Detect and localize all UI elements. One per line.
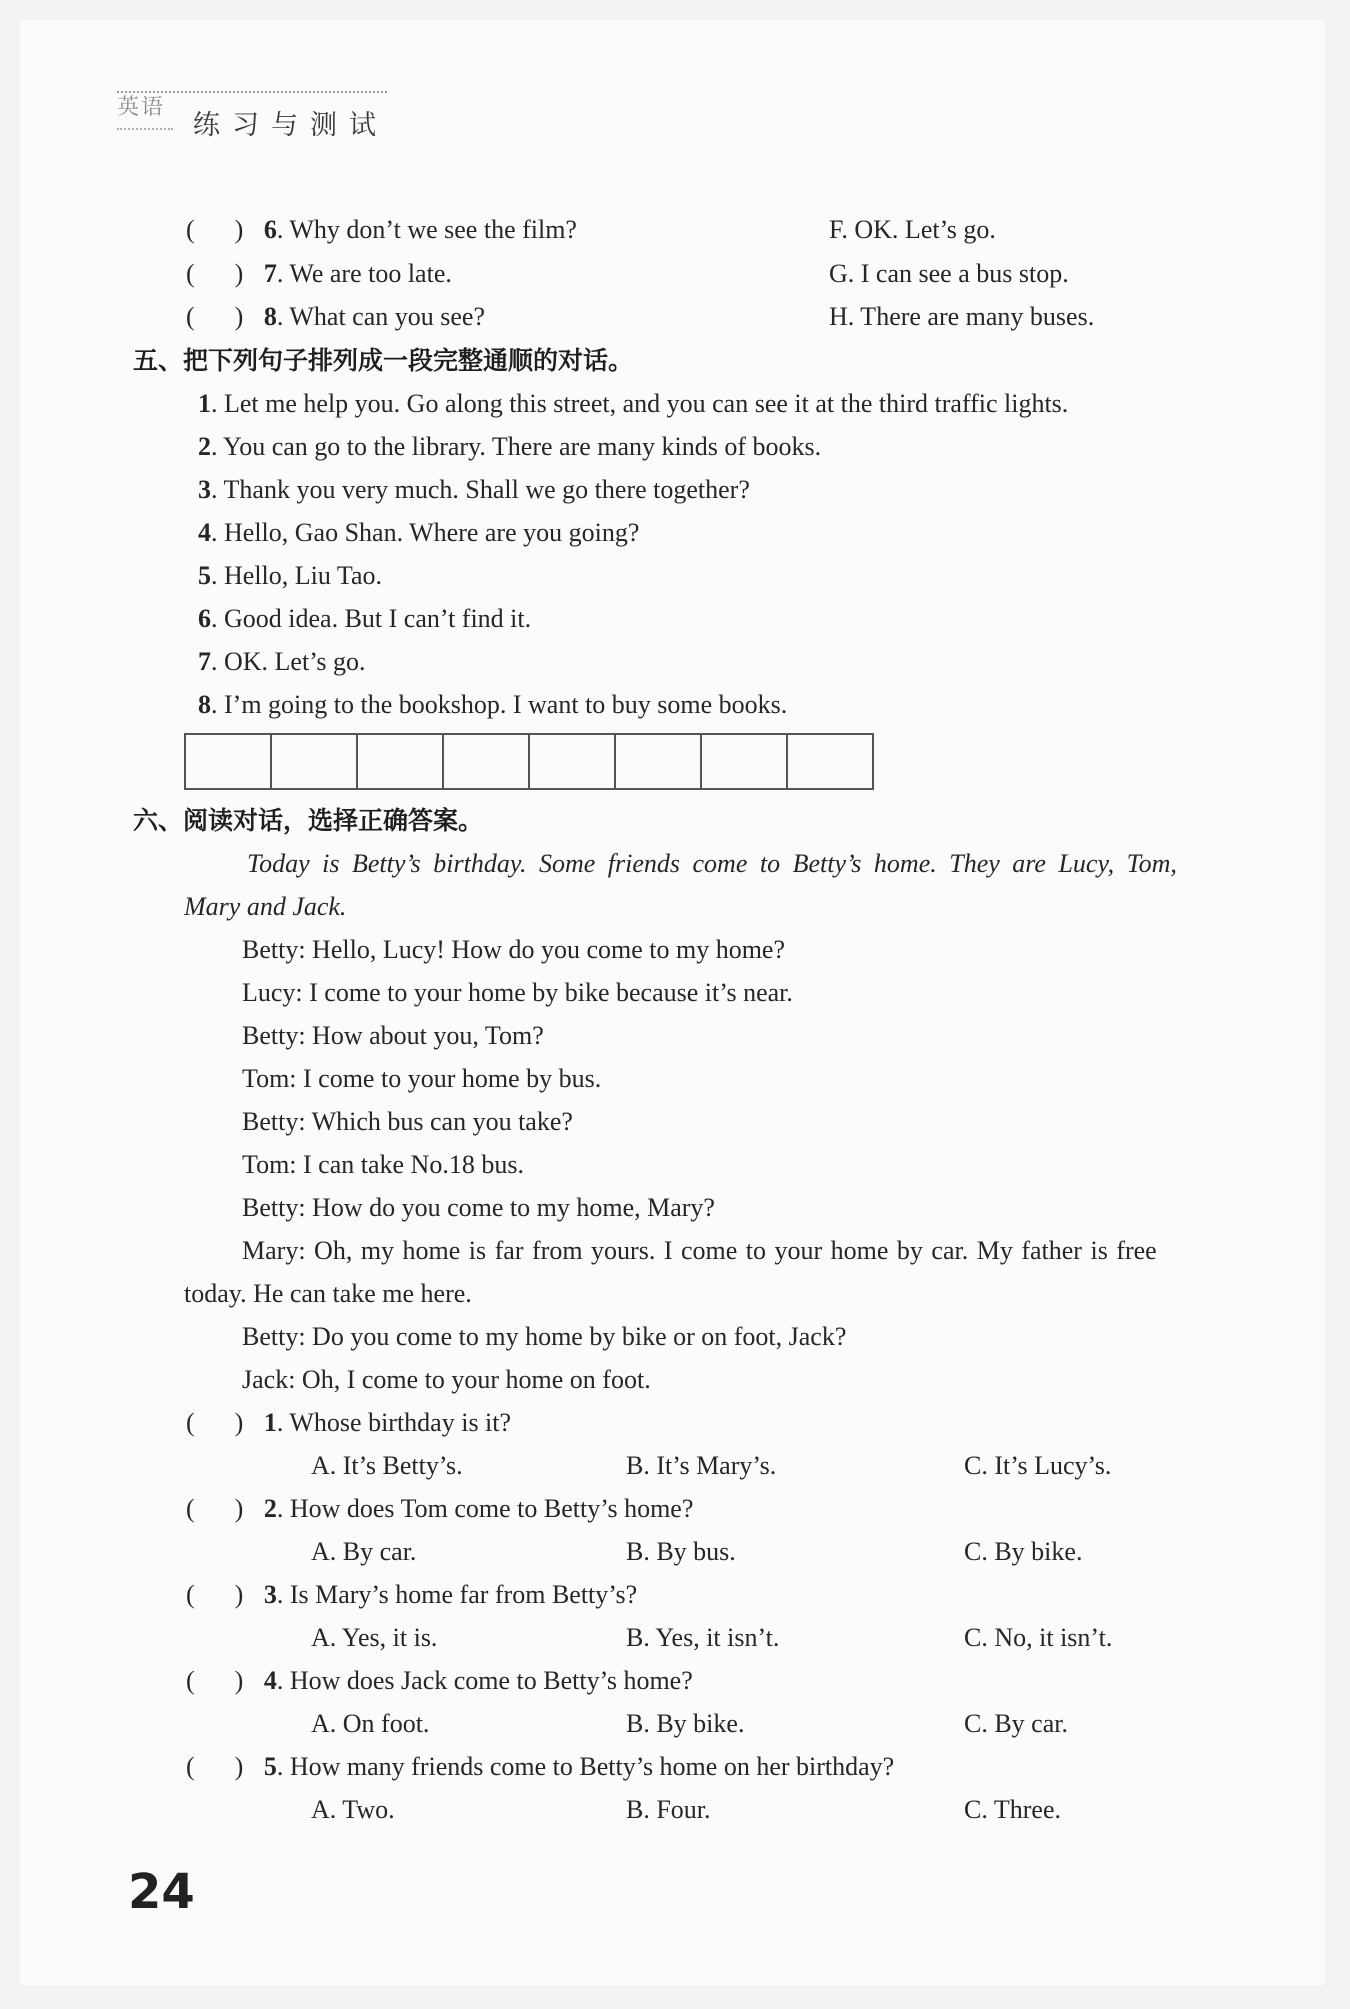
answer-bracket-open[interactable]: ( <box>186 215 195 244</box>
option-a[interactable]: A. Two. <box>311 1795 395 1824</box>
match-question: . Why don’t we see the film? <box>276 215 577 244</box>
answer-order-grid <box>184 733 874 790</box>
dialogue-line: Betty: Do you come to my home by bike or on foot, Jack? <box>242 1322 847 1351</box>
option-c[interactable]: C. By car. <box>964 1709 1068 1738</box>
option-b[interactable]: B. By bus. <box>626 1537 736 1566</box>
answer-box[interactable] <box>272 735 358 788</box>
sentence-6: 6. Good idea. But I can’t find it. <box>198 604 532 633</box>
dialogue-line: Mary: Oh, my home is far from yours. I come to your home by car. My father is free <box>242 1236 1157 1265</box>
item-number: 6 <box>263 215 277 244</box>
item-number: 7 <box>263 259 277 288</box>
answer-box[interactable] <box>186 735 272 788</box>
option-b[interactable]: B. It’s Mary’s. <box>626 1451 777 1480</box>
header-dotted-rule <box>117 91 387 93</box>
item-number: 8 <box>263 302 277 331</box>
answer-bracket-close: ) <box>234 259 244 288</box>
question-2: ( ) 2. How does Tom come to Betty’s home? <box>186 1494 694 1523</box>
dialogue-line: Betty: How do you come to my home, Mary? <box>242 1193 715 1222</box>
option-a[interactable]: A. By car. <box>311 1537 417 1566</box>
dialogue-line: Tom: I come to your home by bus. <box>242 1064 602 1093</box>
answer-bracket[interactable]: ( <box>186 1580 195 1609</box>
option-c[interactable]: C. By bike. <box>964 1537 1083 1566</box>
match-row-7 <box>186 258 452 290</box>
header-subject: 英语 <box>117 95 166 120</box>
answer-bracket-close: ) <box>234 215 244 244</box>
dialogue-line: Tom: I can take No.18 bus. <box>242 1150 524 1179</box>
answer-bracket[interactable]: ( <box>186 1494 195 1523</box>
sentence-8: 8. I’m going to the bookshop. I want to buy some books. <box>198 690 788 719</box>
question-3: ( ) 3. Is Mary’s home far from Betty’s? <box>186 1580 638 1609</box>
answer-box[interactable] <box>788 735 872 788</box>
option-c[interactable]: C. It’s Lucy’s. <box>964 1451 1112 1480</box>
section-5-heading: 五、把下列句子排列成一段完整通顺的对话。 <box>133 346 634 375</box>
answer-bracket[interactable]: ( <box>186 1408 195 1437</box>
passage-intro-line-2: Mary and Jack. <box>184 892 347 921</box>
dialogue-line: Jack: Oh, I come to your home on foot. <box>242 1365 651 1394</box>
answer-bracket[interactable]: ( <box>186 1666 195 1695</box>
sentence-1: 1. Let me help you. Go along this street, and you can see it at the third traffic lights. <box>198 389 1069 418</box>
option-c[interactable]: C. Three. <box>964 1795 1061 1824</box>
match-question: . What can you see? <box>276 302 485 331</box>
match-row-6 <box>186 214 577 246</box>
answer-box[interactable] <box>444 735 530 788</box>
option-a[interactable]: A. It’s Betty’s. <box>311 1451 463 1480</box>
option-b[interactable]: B. Four. <box>626 1795 711 1824</box>
header-title: 练习与测试 <box>193 110 388 141</box>
answer-box[interactable] <box>358 735 444 788</box>
dialogue-line: Betty: Which bus can you take? <box>242 1107 573 1136</box>
sentence-2: 2. You can go to the library. There are many kinds of books. <box>198 432 822 461</box>
option-a[interactable]: A. On foot. <box>311 1709 430 1738</box>
sentence-4: 4. Hello, Gao Shan. Where are you going? <box>198 518 640 547</box>
dialogue-line: Lucy: I come to your home by bike because it’s near. <box>242 978 793 1007</box>
match-answer-h: H. There are many buses. <box>829 302 1095 331</box>
answer-box[interactable] <box>702 735 788 788</box>
sentence-7: 7. OK. Let’s go. <box>198 647 366 676</box>
question-4: ( ) 4. How does Jack come to Betty’s home? <box>186 1666 693 1695</box>
answer-bracket[interactable]: ( <box>186 1752 195 1781</box>
header-subject-underline <box>117 128 173 130</box>
answer-bracket-open[interactable]: ( <box>186 259 195 288</box>
match-question: . We are too late. <box>276 259 452 288</box>
passage-intro-line-1: Today is Betty’s birthday. Some friends come to Betty’s home. They are Lucy, Tom, <box>247 849 1177 878</box>
option-a[interactable]: A. Yes, it is. <box>311 1623 438 1652</box>
section-6-heading: 六、阅读对话，选择正确答案。 <box>133 806 484 835</box>
option-b[interactable]: B. Yes, it isn’t. <box>626 1623 780 1652</box>
dialogue-line: today. He can take me here. <box>184 1279 472 1308</box>
match-answer-f: F. OK. Let’s go. <box>829 215 996 244</box>
match-row-8 <box>186 301 485 333</box>
answer-box[interactable] <box>530 735 616 788</box>
question-5: ( ) 5. How many friends come to Betty’s home on her birthday? <box>186 1752 895 1781</box>
dialogue-line: Betty: Hello, Lucy! How do you come to my home? <box>242 935 786 964</box>
question-1: ( ) 1. Whose birthday is it? <box>186 1408 512 1437</box>
option-b[interactable]: B. By bike. <box>626 1709 745 1738</box>
page-number: 24 <box>128 1864 195 1920</box>
answer-bracket-close: ) <box>234 302 244 331</box>
match-answer-g: G. I can see a bus stop. <box>829 259 1069 288</box>
answer-box[interactable] <box>616 735 702 788</box>
sentence-5: 5. Hello, Liu Tao. <box>198 561 383 590</box>
answer-bracket-open[interactable]: ( <box>186 302 195 331</box>
option-c[interactable]: C. No, it isn’t. <box>964 1623 1113 1652</box>
sentence-3: 3. Thank you very much. Shall we go there together? <box>198 475 750 504</box>
dialogue-line: Betty: How about you, Tom? <box>242 1021 544 1050</box>
